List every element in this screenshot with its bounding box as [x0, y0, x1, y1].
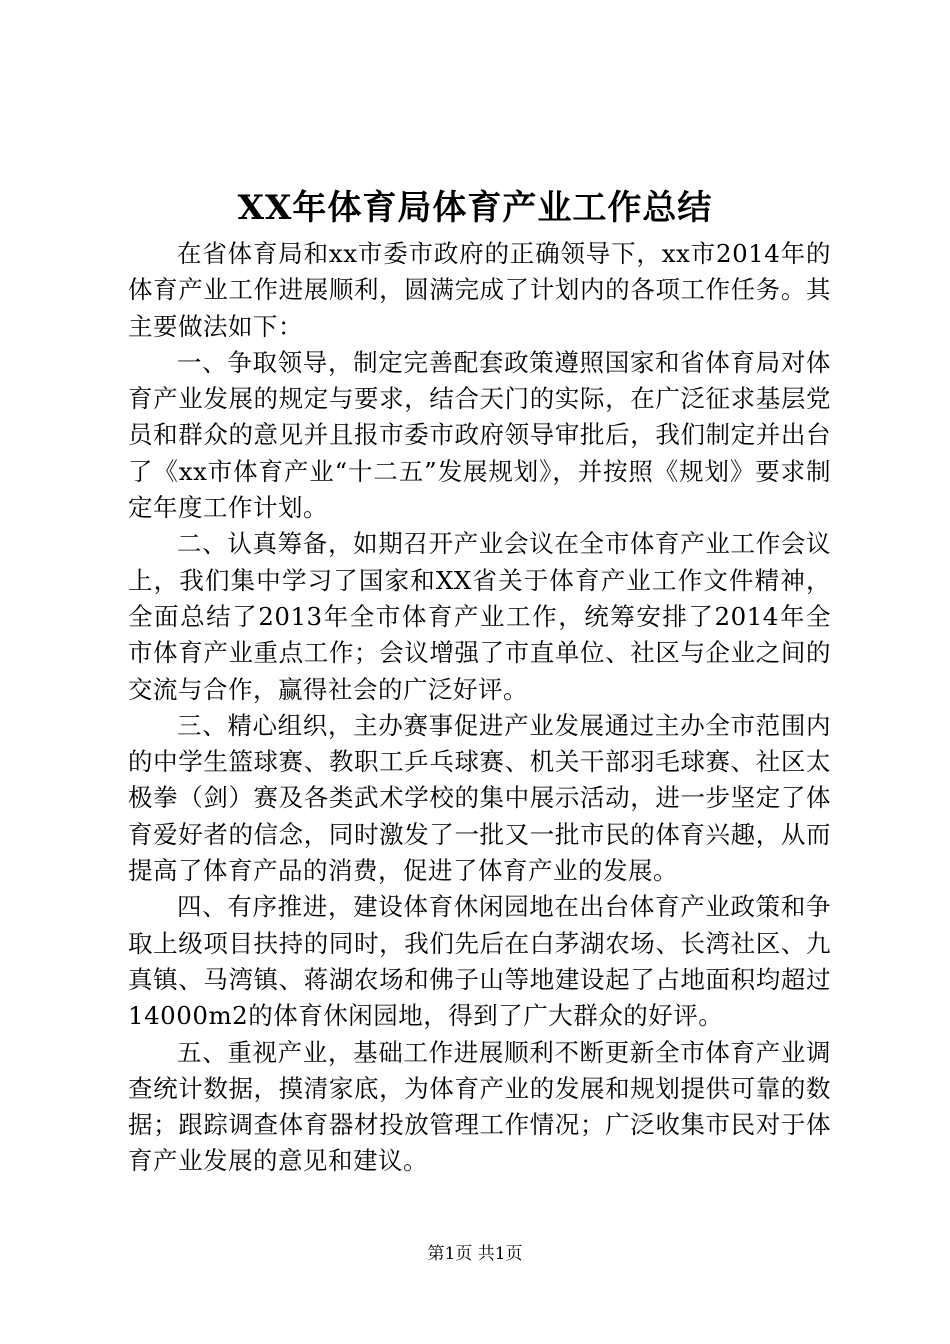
paragraph-section-1: 一、争取领导，制定完善配套政策遵照国家和省体育局对体育产业发展的规定与要求，结合天门的实际，在广泛征求基层党员和群众的意见并且报市委市政府领导审批后，我们制定并出台了《xx市体育产业“十二五”发展规划》，并按照《规划》要求制定年度工作计划。: [128, 347, 831, 523]
document-body: [128, 236, 831, 1180]
document-title: XX年体育局体育产业工作总结: [237, 188, 713, 228]
paragraph-section-5: 五、重视产业，基础工作进展顺利不断更新全市体育产业调查统计数据，摸清家底，为体育产业的发展和规划提供可靠的数据；跟踪调查体育器材投放管理工作情况；广泛收集市民对于体育产业发展的意见和建议。: [128, 1037, 831, 1176]
page-footer: 第1页 共1页: [427, 1244, 523, 1264]
paragraph-section-4: 四、有序推进，建设体育休闲园地在出台体育产业政策和争取上级项目扶持的同时，我们先后在白茅湖农场、长湾社区、九真镇、马湾镇、蒋湖农场和佛子山等地建设起了占地面积均超过14000m2的体育休闲园地，得到了广大群众的好评。: [128, 892, 831, 1031]
paragraph-intro: 在省体育局和xx市委市政府的正确领导下，xx市2014年的体育产业工作进展顺利，圆满完成了计划内的各项工作任务。其主要做法如下：: [128, 239, 831, 341]
paragraph-section-2: 二、认真筹备，如期召开产业会议在全市体育产业工作会议上，我们集中学习了国家和XX省关于体育产业工作文件精神，全面总结了2013年全市体育产业工作，统筹安排了2014年全市体育产业重点工作；会议增强了市直单位、社区与企业之间的交流与合作，赢得社会的广泛好评。: [128, 529, 831, 704]
paragraph-section-3: 三、精心组织，主办赛事促进产业发展通过主办全市范围内的中学生篮球赛、教职工乒乓球赛、机关干部羽毛球赛、社区太极拳（剑）赛及各类武术学校的集中展示活动，进一步坚定了体育爱好者的信念，同时激发了一批又一批市民的体育兴趣，从而提高了体育产品的消费，促进了体育产业的发展。: [128, 710, 831, 886]
